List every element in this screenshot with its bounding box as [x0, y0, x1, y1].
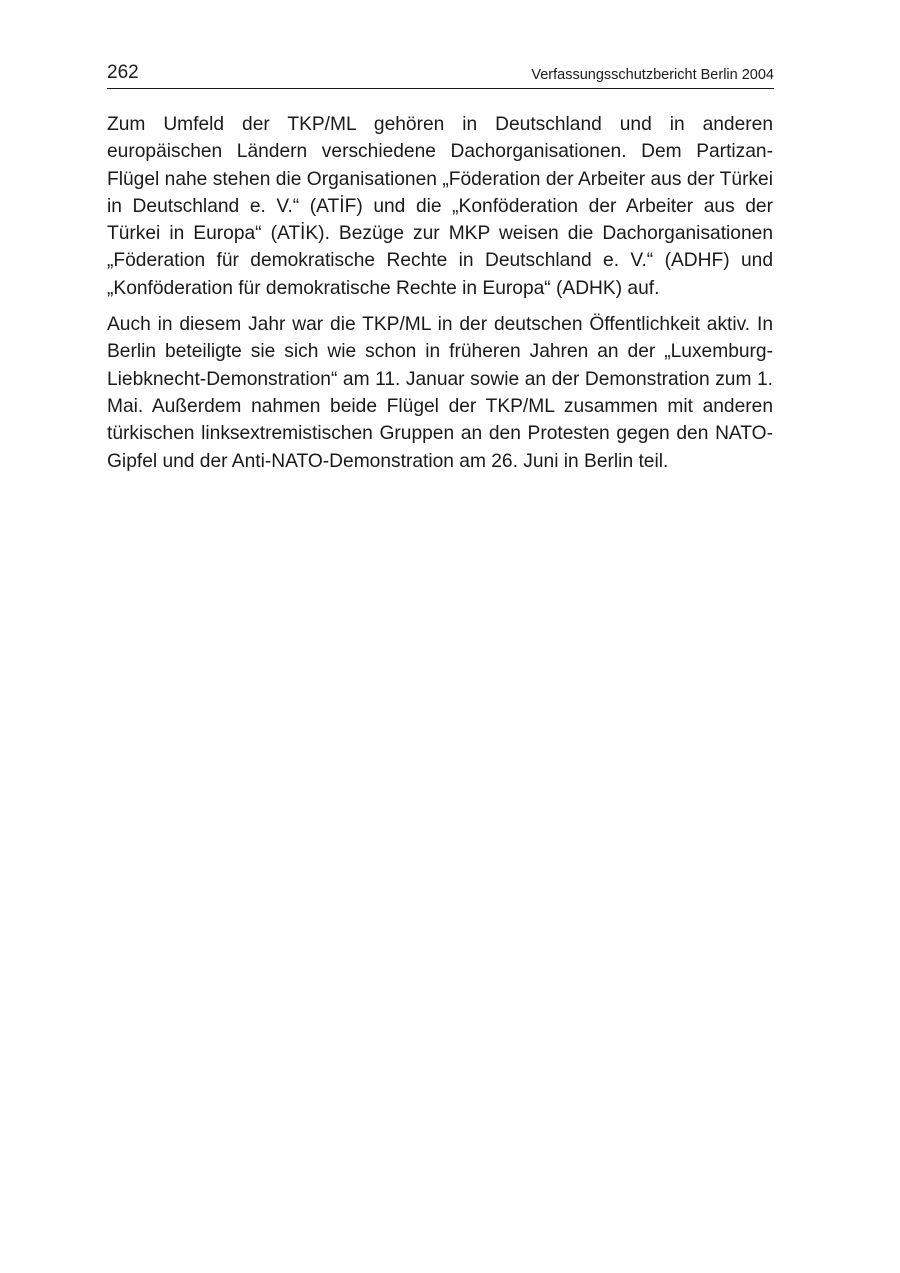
paragraph-umfeld: Zum Umfeld der TKP/ML gehören in Deutschland und in anderen europäischen Ländern verschiedene Dachorganisationen. Dem Partizan-Flügel nahe stehen die Organisationen „Föderation der Arbeiter aus der Türkei in Deutschland e. V.“ (ATİF) und die „Konföderation der Arbeiter aus der Türkei in Europa“ (ATİK). Bezüge zur MKP weisen die Dachorganisationen „Föderation für demokratische Rechte in Deutschland e. V.“ (ADHF) und „Konföderation für demokratische Rechte in Europa“ (ADHK) auf.	[107, 114, 773, 299]
page-number: 262	[107, 62, 139, 83]
page-header	[107, 60, 774, 89]
body-text	[107, 111, 773, 484]
running-title: Verfassungsschutzbericht Berlin 2004	[531, 67, 774, 83]
paragraph-oeffentlichkeit: Auch in diesem Jahr war die TKP/ML in der deutschen Öffentlichkeit aktiv. In Berlin beteiligte sie sich wie schon in früheren Jahren an der „Luxemburg-Liebknecht-Demonstration“ am 11. Januar sowie an der Demonstration zum 1. Mai. Außerdem nahmen beide Flügel der TKP/ML zusammen mit anderen türkischen linksextremistischen Gruppen an den Protesten gegen den NATO-Gipfel und der Anti-NATO-Demonstration am 26. Juni in Berlin teil.	[107, 314, 773, 472]
